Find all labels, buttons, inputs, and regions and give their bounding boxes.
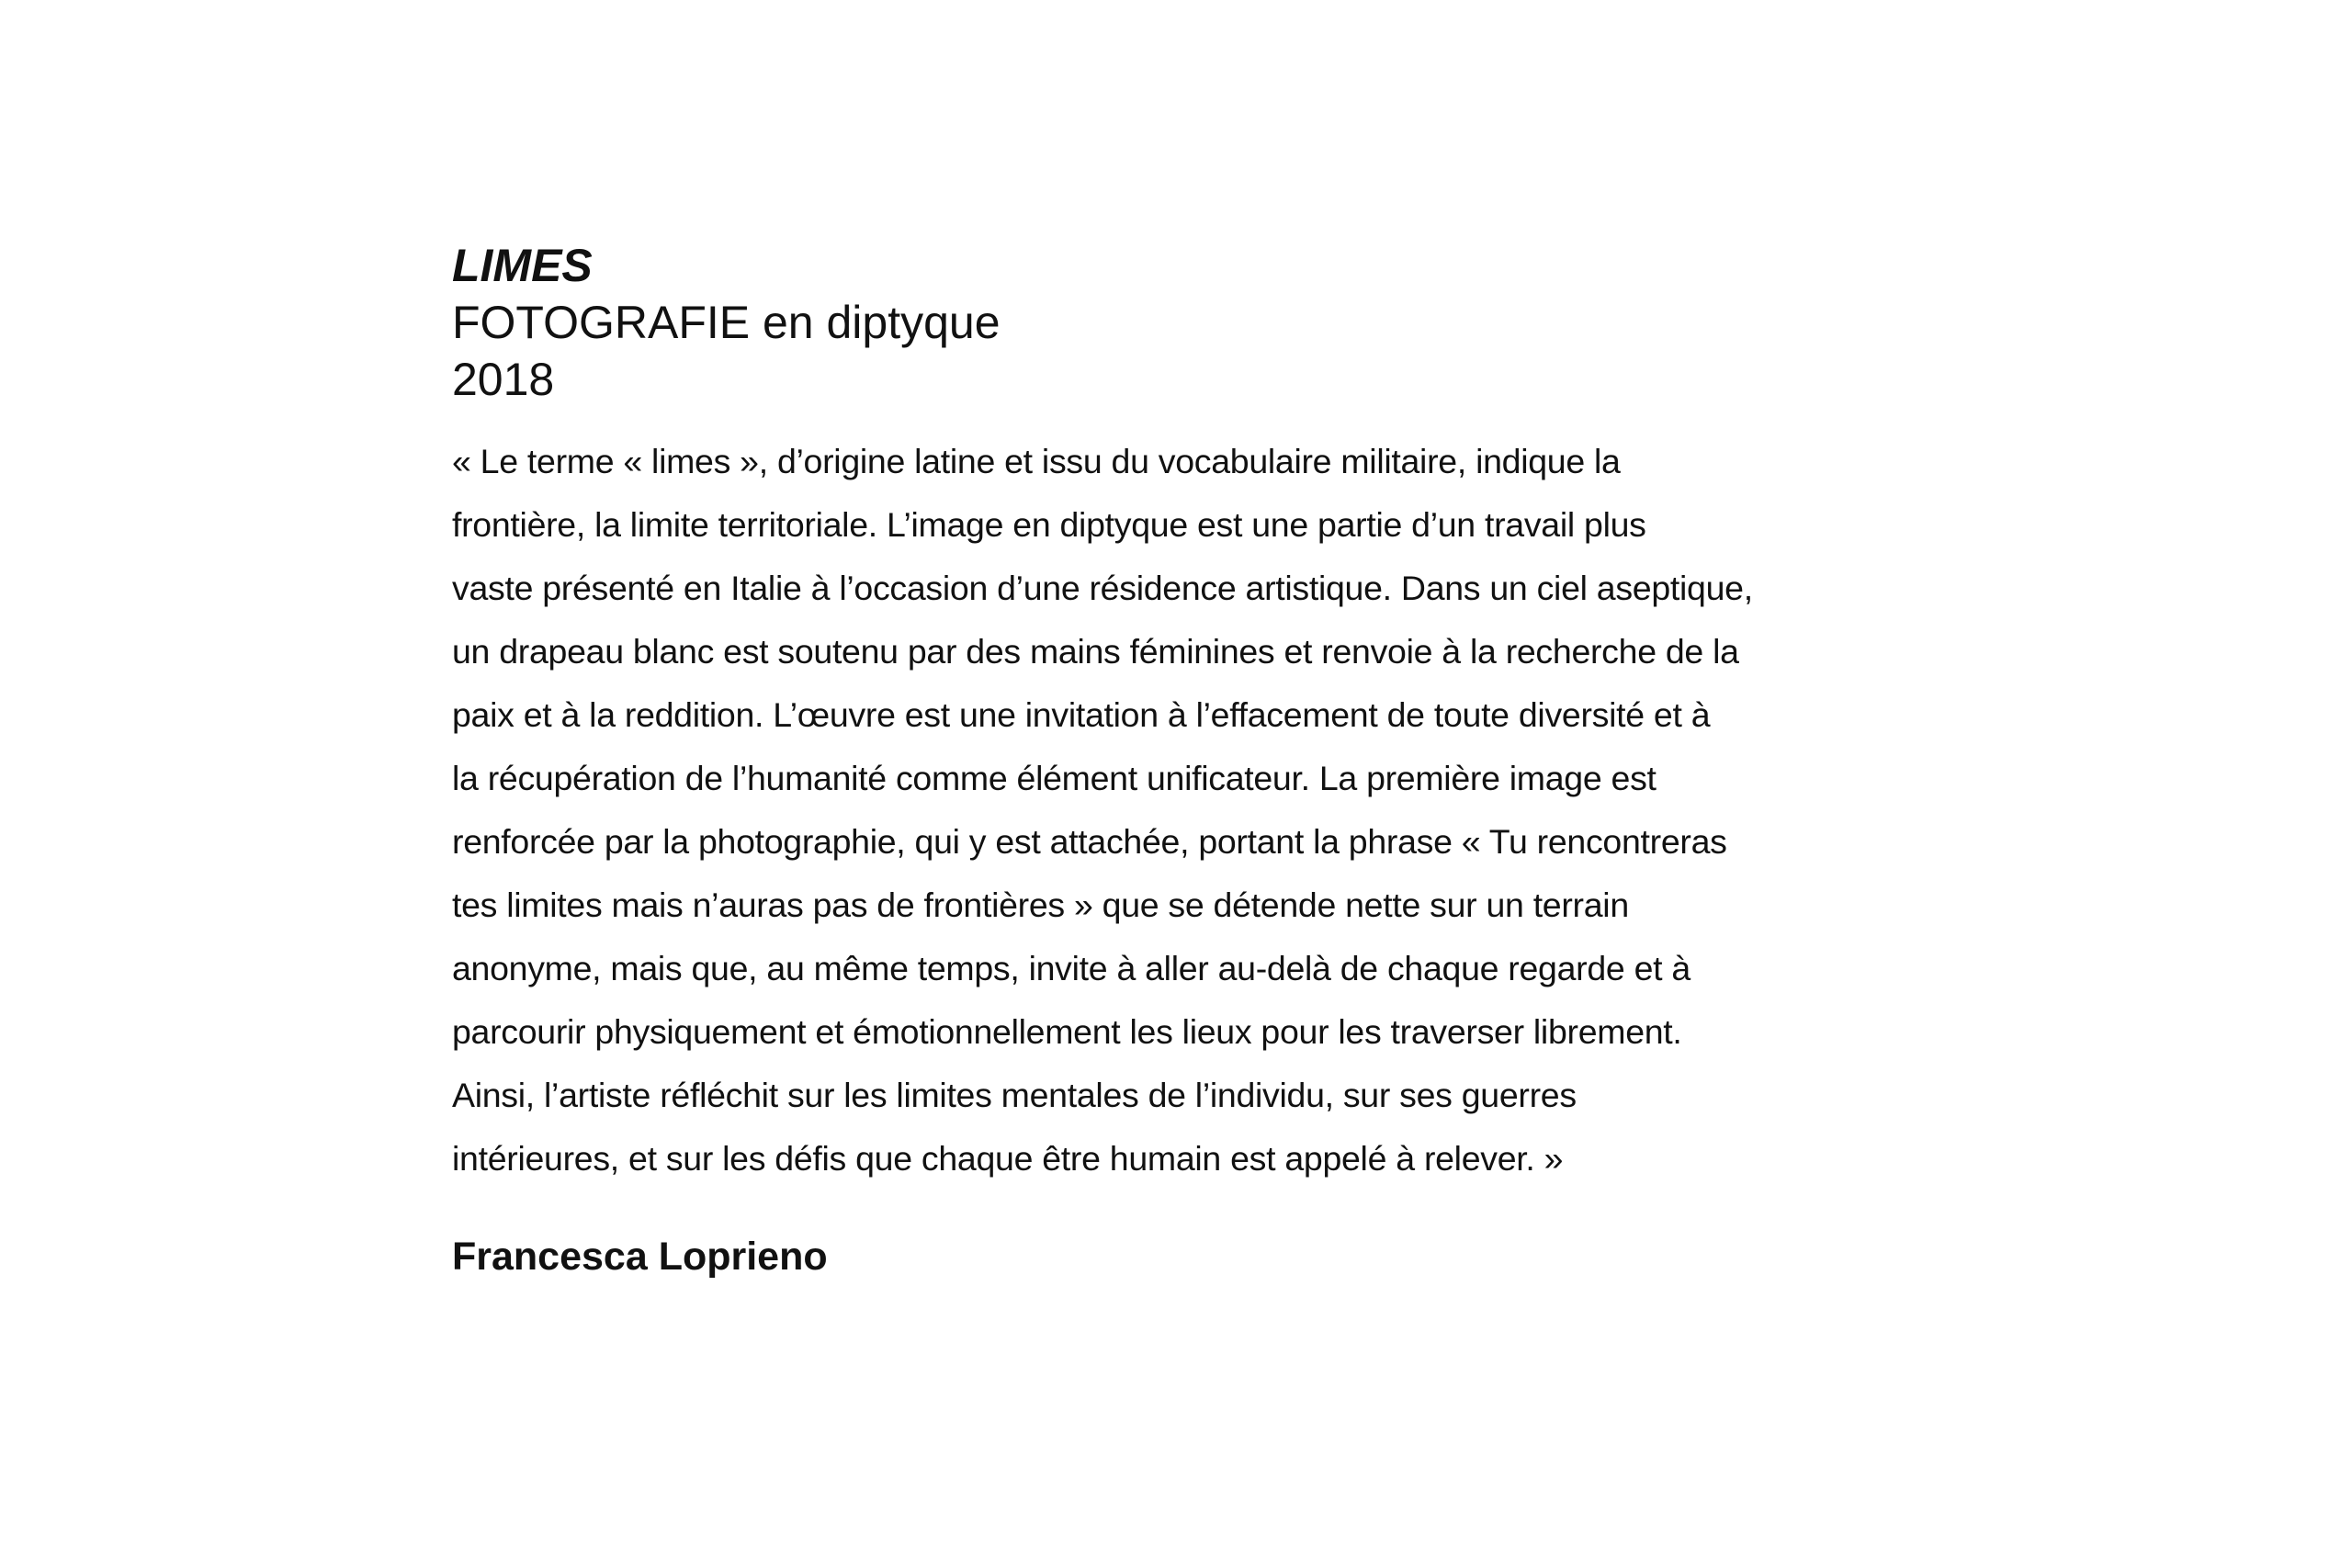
description-line: anonyme, mais que, au même temps, invite à aller au-delà de chaque regarde et à: [452, 949, 1690, 987]
description-line: vaste présenté en Italie à l’occasion d’une résidence artistique. Dans un ciel aseptique,: [452, 569, 1753, 607]
description-line: « Le terme « limes », d’origine latine et issu du vocabulaire militaire, indique la: [452, 442, 1621, 480]
author-name: Francesca Loprieno: [452, 1235, 828, 1279]
description-line: frontière, la limite territoriale. L’image en diptyque est une partie d’un travail plus: [452, 505, 1646, 544]
description-line: un drapeau blanc est soutenu par des mains féminines et renvoie à la recherche de la: [452, 632, 1739, 671]
description-line: tes limites mais n’auras pas de frontières » que se détende nette sur un terrain: [452, 886, 1629, 924]
description-line: renforcée par la photographie, qui y est attachée, portant la phrase « Tu rencontreras: [452, 822, 1727, 861]
artwork-description: [452, 430, 1940, 1190]
description-line: paix et à la reddition. L’œuvre est une invitation à l’effacement de toute diversité et à: [452, 695, 1711, 734]
description-line: parcourir physiquement et émotionnellement les lieux pour les traverser librement.: [452, 1012, 1682, 1051]
description-line: Ainsi, l’artiste réfléchit sur les limites mentales de l’individu, sur ses guerres: [452, 1076, 1577, 1114]
artwork-description-card: [452, 237, 1940, 1284]
description-line: la récupération de l’humanité comme élément unificateur. La première image est: [452, 759, 1657, 797]
artwork-medium: FOTOGRAFIE en diptyque: [452, 297, 1001, 348]
artwork-year: 2018: [452, 354, 555, 405]
artwork-title: LIMES: [452, 240, 593, 291]
description-line: intérieures, et sur les défis que chaque être humain est appelé à relever. »: [452, 1139, 1564, 1178]
